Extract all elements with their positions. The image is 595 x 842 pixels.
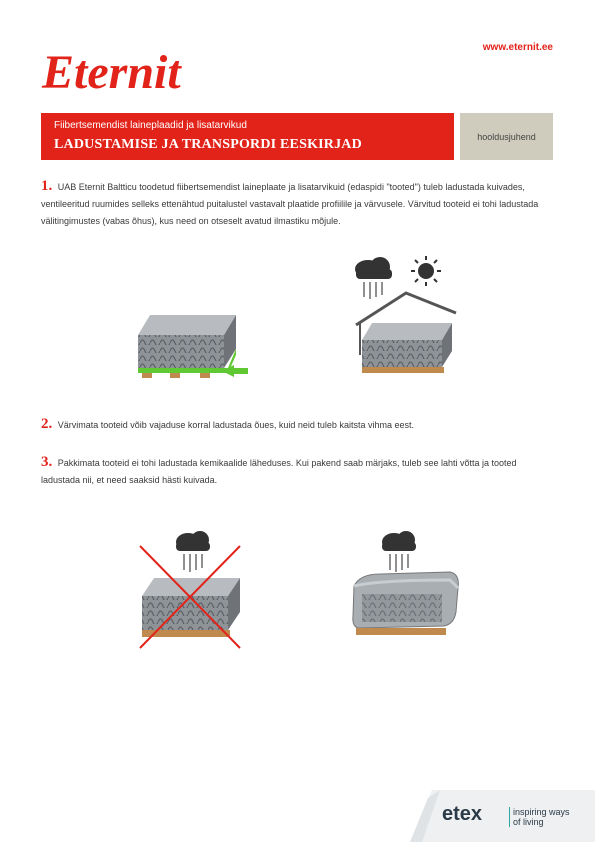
instruction-3-number: 3. — [41, 454, 53, 470]
document-title: LADUSTAMISE JA TRANSPORDI EESKIRJAD — [54, 137, 362, 152]
sun-icon — [411, 256, 441, 286]
instruction-2-text: Värvimata tooteid võib vajaduse korral ladustada õues, kuid neid tuleb kaitsta vihma eest. — [57, 420, 414, 430]
instruction-1 — [41, 178, 553, 230]
green-arrow-icon — [222, 365, 248, 377]
svg-text:Eternit: Eternit — [42, 46, 181, 99]
eternit-logo — [40, 38, 195, 100]
title-banner — [41, 113, 454, 160]
rain-cloud-icon — [355, 257, 392, 299]
instruction-1-number: 1. — [41, 178, 53, 194]
sheltered-stack-illustration — [348, 255, 463, 380]
etex-logo: etex — [442, 803, 483, 825]
roof-icon — [356, 293, 456, 325]
indoor-pallet-stack-illustration — [130, 305, 250, 385]
website-link[interactable]: www.eternit.ee — [482, 42, 553, 53]
rain-cloud-icon — [382, 531, 416, 572]
instruction-2-number: 2. — [41, 416, 53, 432]
instruction-2 — [41, 416, 553, 434]
document-subtitle: Fiibertsemendist laineplaadid ja lisatarvikud — [54, 120, 247, 131]
wrapped-stack-illustration — [350, 528, 465, 643]
document-type-badge: hooldusjuhend — [460, 113, 553, 160]
instruction-3-text: Pakkimata tooteid ei tohi ladustada kemikaalide läheduses. Kui pakend saab märjaks, tuleb see lahti võtta ja tooted ladustada nii, et need saaksid hästi kuivada. — [41, 458, 517, 485]
wet-stack-prohibited-illustration — [138, 528, 248, 650]
instruction-3 — [41, 454, 553, 489]
etex-slogan: inspiring ways of living — [513, 807, 570, 827]
footer-divider — [509, 807, 510, 827]
instruction-1-text: UAB Eternit Baltticu toodetud fiibertsemendist laineplaate ja lisatarvikuid (edaspidi "tooted") tuleb ladustada kuivades, ventileeritud ruumides selleks ettenähtud puitalustel vastavalt plaatide profiilile ja värvusele. Värvitud tooteid ei tohi ladustada välitingimustes (vabas õhus), kus need on otseselt avatud ilmastiku mõjule. — [41, 182, 539, 226]
rain-cloud-icon — [176, 531, 210, 572]
